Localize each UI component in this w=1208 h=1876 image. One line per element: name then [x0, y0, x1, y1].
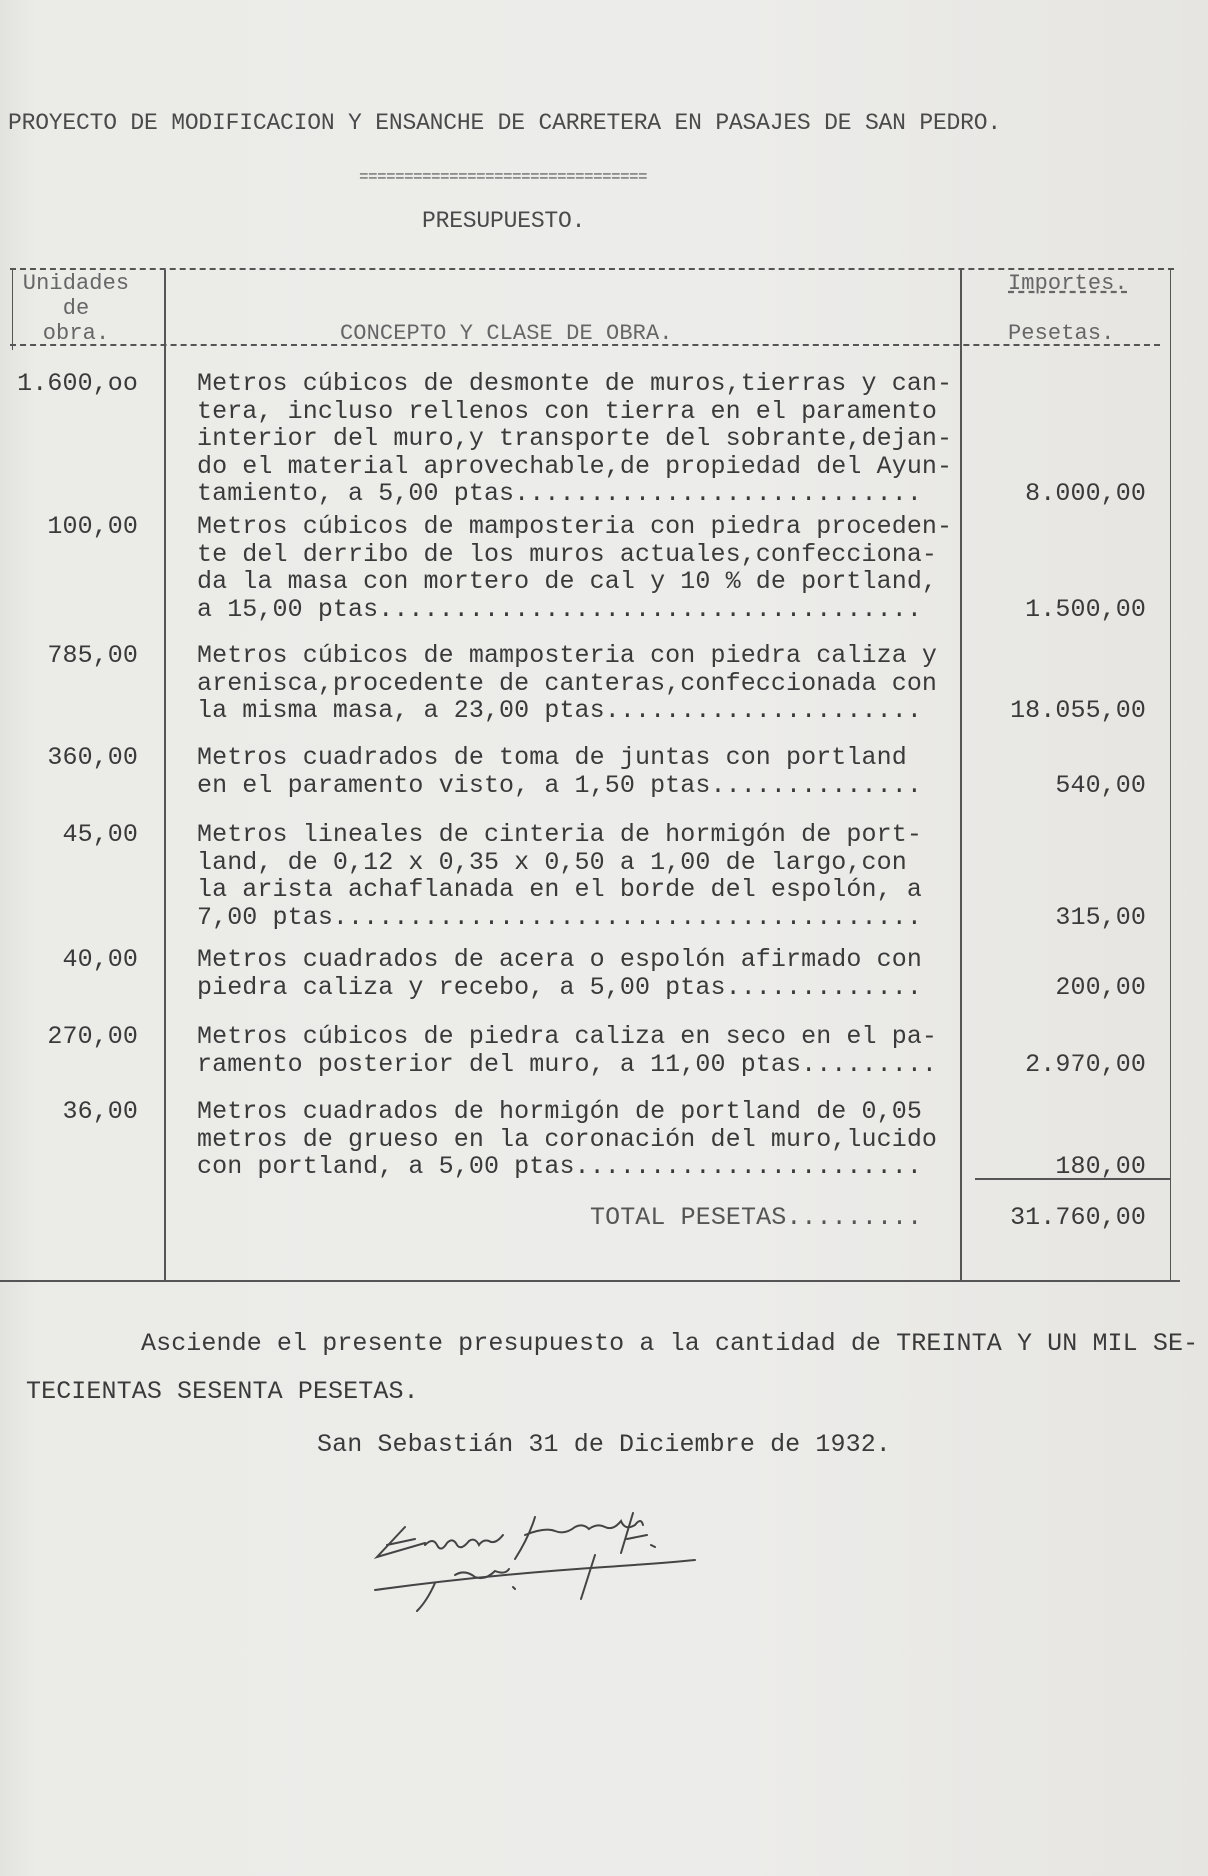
- statement-line-1: Asciende el presente presupuesto a la cantidad de TREINTA Y UN MIL SE-: [141, 1329, 1199, 1358]
- place-date: San Sebastián 31 de Diciembre de 1932.: [317, 1430, 891, 1459]
- row-description-line: ramento posterior del muro, a 11,00 ptas.........: [197, 1049, 938, 1079]
- row-description-line: metros de grueso en la coronación del muro,lucido: [197, 1124, 938, 1154]
- document-title: PROYECTO DE MODIFICACION Y ENSANCHE DE CARRETERA EN PASAJES DE SAN PEDRO.: [8, 110, 1001, 136]
- row-description-line: Metros cúbicos de mamposteria con piedra proceden-: [197, 512, 953, 541]
- row-quantity: 270,00: [47, 1022, 138, 1051]
- row-description-line: Metros cúbicos de mamposteria con piedra caliza y: [197, 641, 938, 670]
- row-description-line: land, de 0,12 x 0,35 x 0,50 a 1,00 de largo,con: [197, 847, 907, 877]
- row-description-line: la arista achaflanada en el borde del espolón, a: [197, 875, 922, 904]
- row-description-line: tera, incluso rellenos con tierra en el paramento: [197, 396, 938, 426]
- row-amount: 18.055,00: [1010, 696, 1146, 725]
- total-label: TOTAL PESETAS.........: [590, 1203, 923, 1232]
- row-description-line: Metros cuadrados de toma de juntas con portland: [197, 743, 907, 772]
- row-description-line: 7,00 ptas.......................................: [197, 902, 922, 932]
- row-description-line: en el paramento visto, a 1,50 ptas..............: [197, 770, 922, 800]
- row-amount: 8.000,00: [1025, 479, 1146, 508]
- row-description-line: con portland, a 5,00 ptas.......................: [197, 1152, 922, 1181]
- row-description-line: a 15,00 ptas....................................: [197, 594, 922, 624]
- row-amount: 540,00: [1055, 770, 1146, 800]
- row-quantity: 45,00: [62, 820, 138, 849]
- row-description-line: do el material aprovechable,de propiedad del Ayun-: [197, 451, 953, 481]
- column-divider: [164, 270, 166, 1280]
- header-units-2: de: [62, 296, 90, 321]
- row-quantity: 36,00: [62, 1097, 138, 1126]
- column-divider: [960, 270, 962, 1280]
- table-right-border: [1170, 270, 1171, 1280]
- handwritten-signature: [365, 1505, 785, 1615]
- row-description-line: Metros lineales de cinteria de hormigón de port-: [197, 820, 922, 849]
- row-quantity: 1.600,oo: [17, 369, 138, 398]
- row-quantity: 785,00: [47, 641, 138, 670]
- row-description-line: te del derribo de los muros actuales,confecciona-: [197, 539, 938, 569]
- table-left-border: [12, 270, 13, 350]
- header-units-1: Unidades: [22, 271, 130, 296]
- statement-line-2: TECIENTAS SESENTA PESETAS.: [26, 1377, 419, 1406]
- row-description-line: da la masa con mortero de cal y 10 % de portland,: [197, 567, 938, 596]
- header-units-3: obra.: [42, 321, 110, 346]
- row-description-line: interior del muro,y transporte del sobrante,dejan-: [197, 424, 953, 453]
- row-description-line: Metros cuadrados de hormigón de portland de 0,05: [197, 1097, 922, 1126]
- row-quantity: 40,00: [62, 945, 138, 974]
- total-amount: 31.760,00: [1010, 1203, 1146, 1232]
- header-currency: Pesetas.: [1008, 321, 1115, 346]
- budget-heading: PRESUPUESTO.: [422, 208, 586, 234]
- row-amount: 2.970,00: [1025, 1049, 1146, 1079]
- row-amount: 315,00: [1055, 902, 1146, 932]
- title-separator: ================================: [359, 168, 648, 186]
- table-bottom-rule: [0, 1280, 1180, 1282]
- row-quantity: 360,00: [47, 743, 138, 772]
- row-amount: 180,00: [1055, 1152, 1146, 1181]
- row-description-line: arenisca,procedente de canteras,confeccionada con: [197, 668, 938, 698]
- row-description-line: Metros cúbicos de desmonte de muros,tierras y can-: [197, 369, 953, 398]
- row-quantity: 100,00: [47, 512, 138, 541]
- table-top-rule: [10, 268, 1174, 270]
- row-amount: 200,00: [1055, 972, 1146, 1002]
- header-amounts: Importes.: [1008, 271, 1128, 296]
- row-description-line: piedra caliza y recebo, a 5,00 ptas.............: [197, 972, 922, 1002]
- row-description-line: la misma masa, a 23,00 ptas.....................: [197, 696, 922, 725]
- row-description-line: tamiento, a 5,00 ptas...........................: [197, 479, 922, 508]
- row-description-line: Metros cuadrados de acera o espolón afirmado con: [197, 945, 922, 974]
- row-amount: 1.500,00: [1025, 594, 1146, 624]
- row-description-line: Metros cúbicos de piedra caliza en seco en el pa-: [197, 1022, 938, 1051]
- header-concept: CONCEPTO Y CLASE DE OBRA.: [340, 321, 673, 346]
